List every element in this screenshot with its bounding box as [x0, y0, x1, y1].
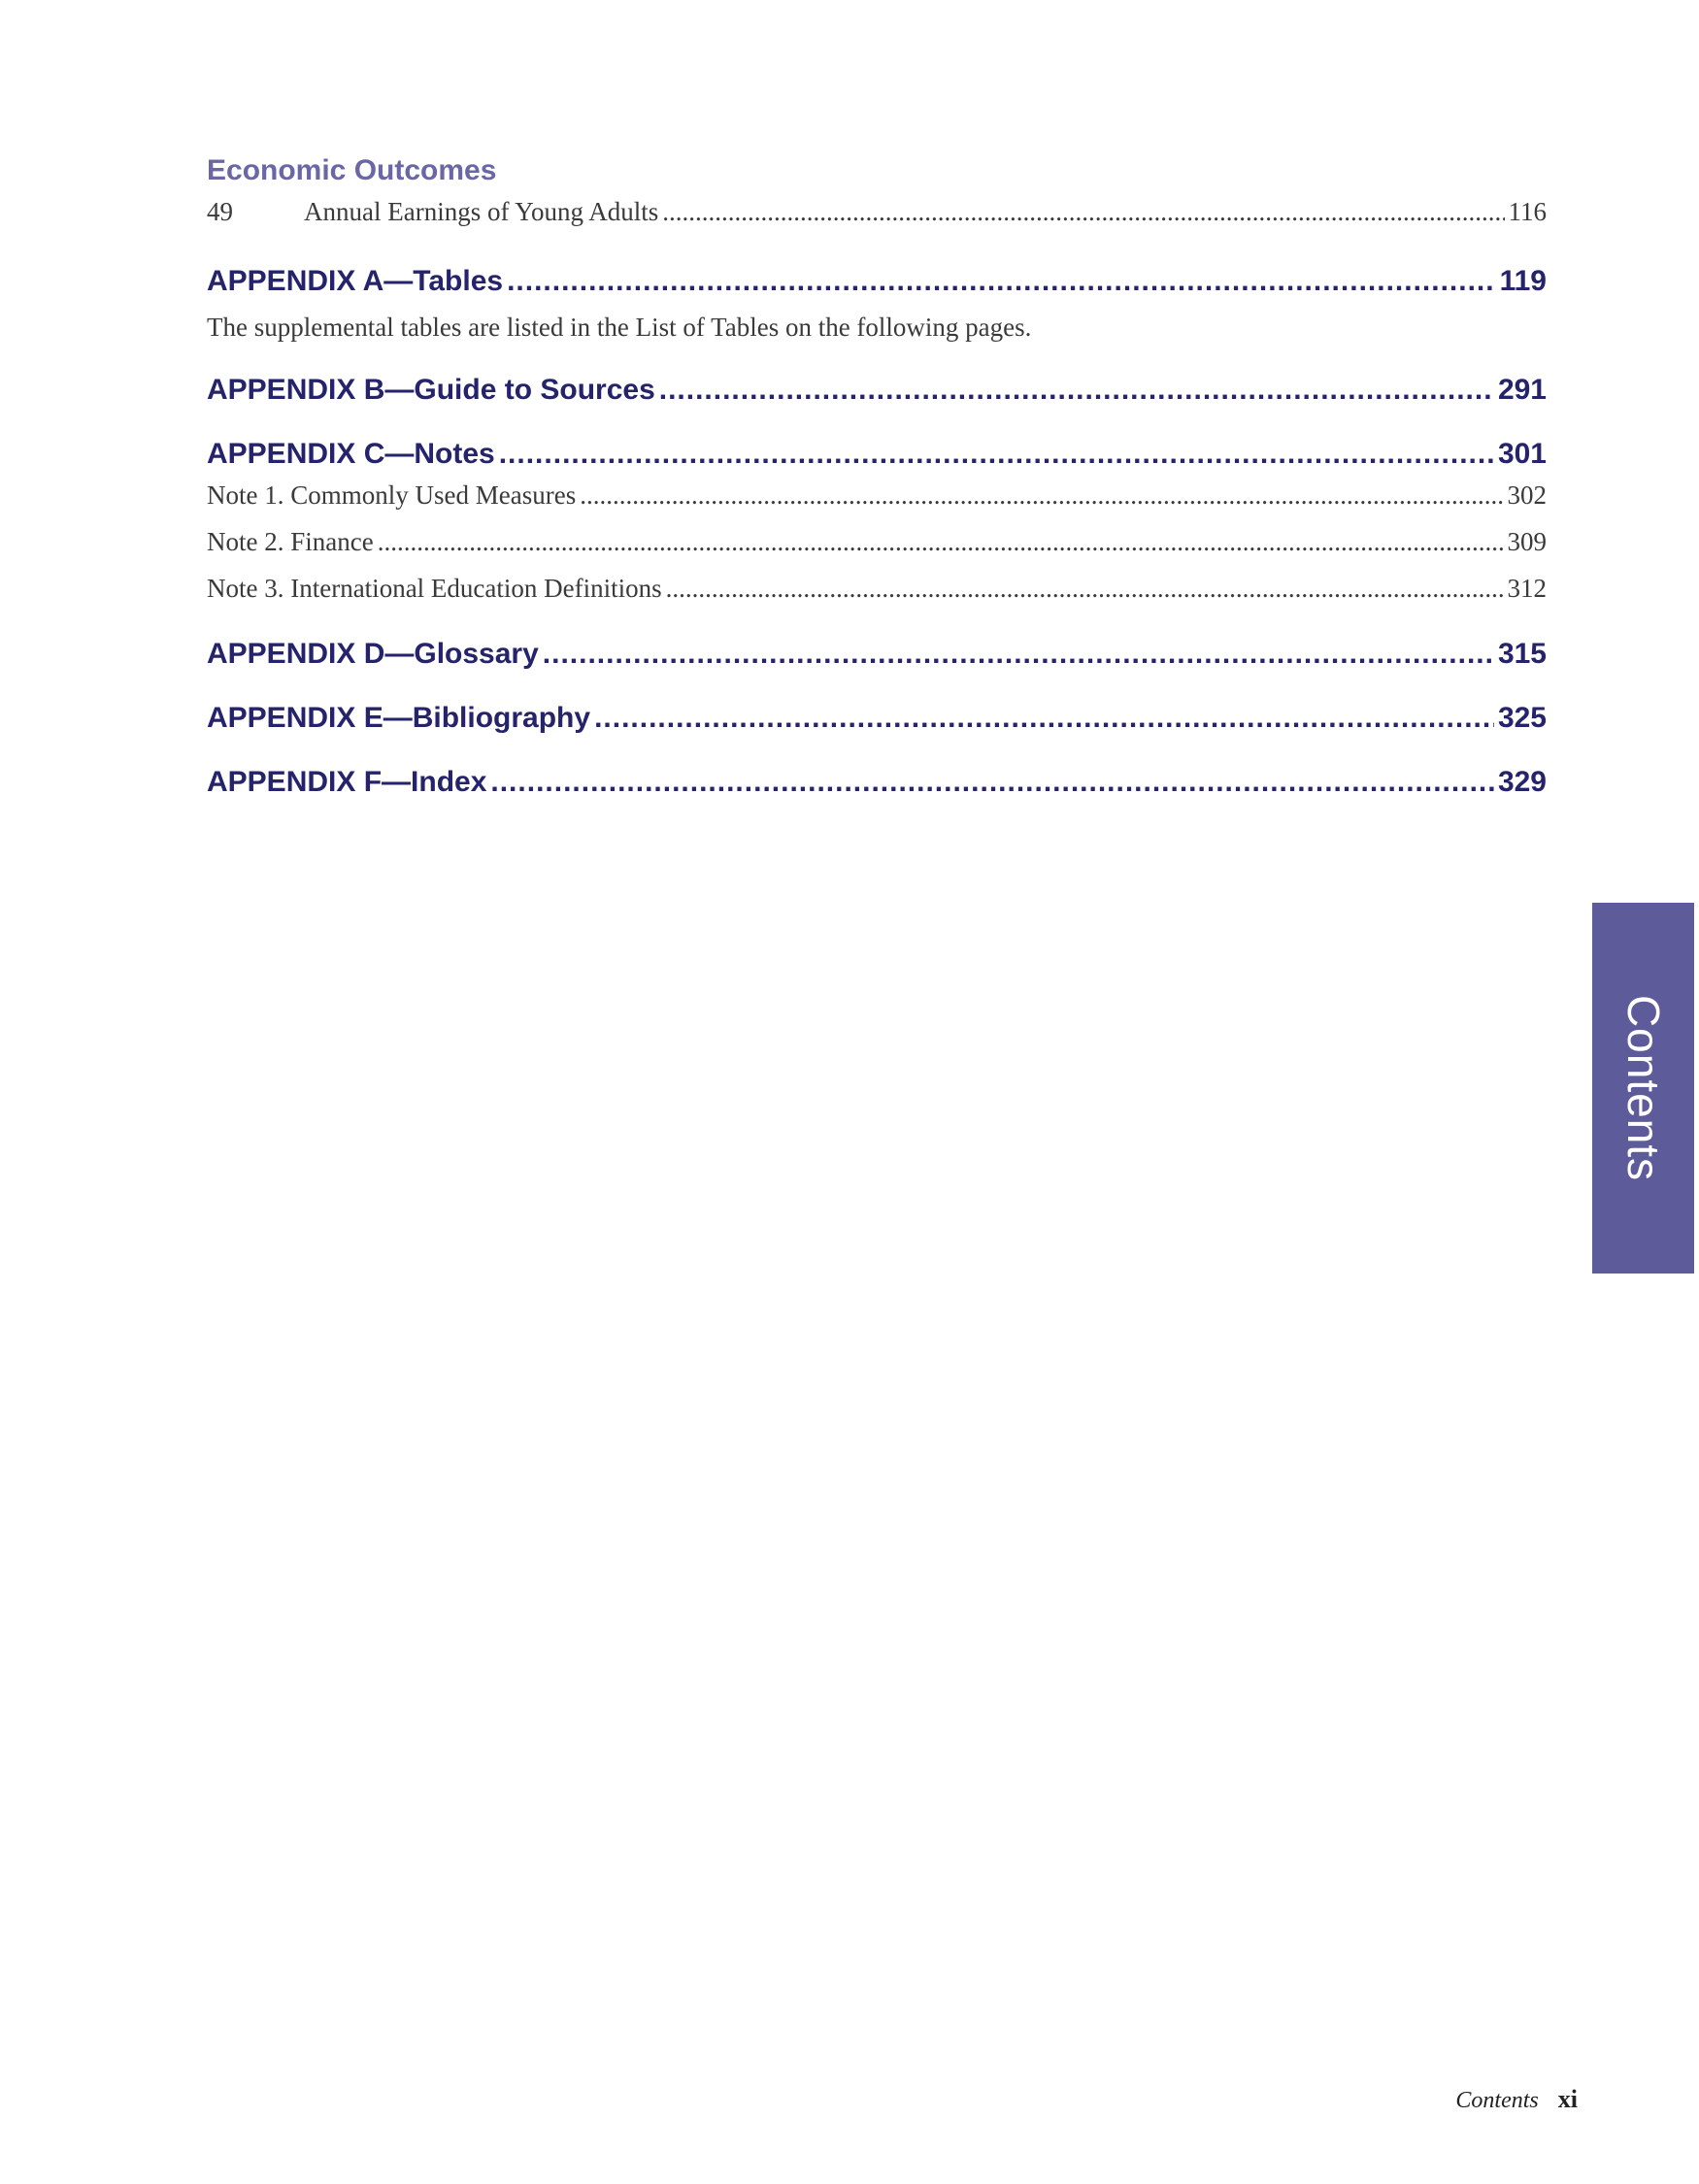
indicator-title: Annual Earnings of Young Adults [304, 197, 659, 226]
note-3-page-number: 312 [1507, 574, 1547, 603]
appendix-c-title: APPENDIX C—Notes [207, 438, 495, 470]
appendix-e-title: APPENDIX E—Bibliography [207, 702, 591, 734]
appendix-c-page-number: 301 [1497, 438, 1547, 470]
appendix-a-page-number: 119 [1499, 265, 1547, 297]
footer-page-number: xi [1557, 2085, 1578, 2113]
dot-leader [666, 574, 1504, 604]
appendix-b-title: APPENDIX B—Guide to Sources [207, 374, 655, 406]
note-2-title: Note 2. Finance [207, 527, 374, 556]
indicator-number: 49 [207, 197, 233, 226]
toc-entry-note-2[interactable] [207, 527, 1547, 574]
appendix-e-page-number: 325 [1497, 702, 1547, 734]
toc-entry-appendix-f[interactable] [207, 766, 1547, 809]
toc-entry-appendix-a[interactable] [207, 265, 1547, 308]
appendix-a-description: The supplemental tables are listed in the List of Tables on the following pages. [207, 313, 1032, 342]
note-3-title: Note 3. International Education Definitions [207, 574, 662, 603]
toc-entry-indicator-49[interactable] [207, 197, 1547, 236]
appendix-d-page-number: 315 [1497, 638, 1547, 670]
dot-leader [543, 638, 1494, 671]
dot-leader [490, 766, 1494, 799]
dot-leader [594, 702, 1494, 735]
section-heading-economic-outcomes: Economic Outcomes [207, 154, 497, 186]
toc-entry-note-1[interactable] [207, 480, 1547, 527]
toc-entry-appendix-b[interactable] [207, 374, 1547, 416]
appendix-a-title: APPENDIX A—Tables [207, 265, 504, 297]
dot-leader [499, 438, 1494, 471]
footer-section-label: Contents [1455, 2088, 1539, 2113]
page-footer [1455, 2085, 1578, 2114]
dot-leader [378, 527, 1504, 557]
appendix-d-title: APPENDIX D—Glossary [207, 638, 539, 670]
note-1-title: Note 1. Commonly Used Measures [207, 480, 577, 510]
toc-entry-appendix-e[interactable] [207, 702, 1547, 745]
toc-entry-appendix-c[interactable] [207, 438, 1547, 480]
note-1-page-number: 302 [1507, 480, 1547, 510]
toc-entry-note-3[interactable] [207, 574, 1547, 620]
appendix-f-page-number: 329 [1497, 766, 1547, 798]
appendix-b-page-number: 291 [1497, 374, 1547, 406]
dot-leader [507, 265, 1496, 298]
contents-side-tab[interactable] [1592, 903, 1694, 1274]
dot-leader [580, 480, 1503, 511]
dot-leader [659, 374, 1494, 407]
indicator-page-number: 116 [1508, 197, 1547, 226]
toc-page [207, 150, 1547, 809]
note-2-page-number: 309 [1507, 527, 1547, 556]
appendix-f-title: APPENDIX F—Index [207, 766, 487, 798]
dot-leader [662, 197, 1504, 227]
contents-side-tab-label: Contents [1617, 994, 1669, 1182]
toc-entry-appendix-d[interactable] [207, 638, 1547, 680]
